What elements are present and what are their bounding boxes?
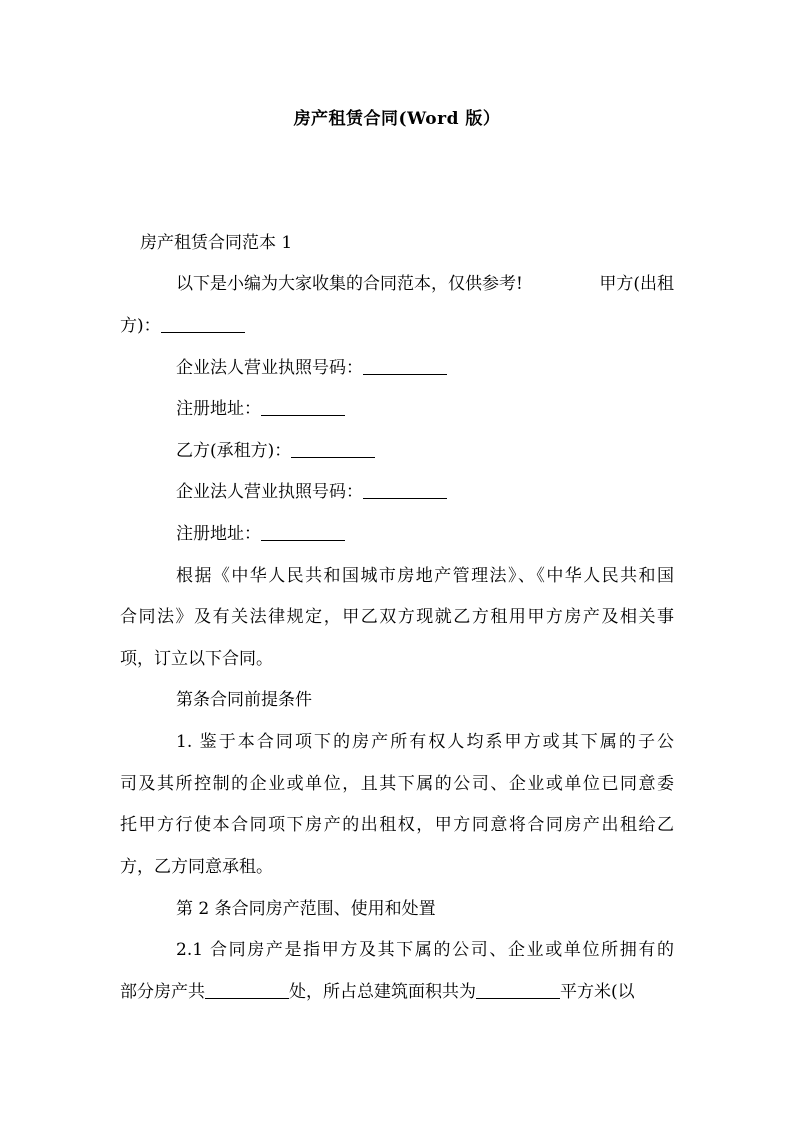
license-a-blank [363, 356, 447, 375]
license-b-label: 企业法人营业执照号码： [176, 482, 363, 502]
text-segment: 平方米(以 [560, 982, 635, 1002]
paragraph-line: 司及其所控制的企业或单位，且其下属的公司、企业或单位已同意委 [120, 774, 674, 794]
license-a-label: 企业法人营业执照号码： [176, 358, 363, 378]
address-a-label: 注册地址： [176, 399, 261, 419]
license-a-line [176, 356, 447, 380]
intro-line [176, 272, 674, 296]
article-heading: 第 2 条合同房产范围、使用和处置 [176, 899, 436, 919]
license-b-blank [363, 480, 447, 499]
document-title: 房产租赁合同(Word 版） [293, 109, 501, 129]
paragraph-line: 托甲方行使本合同项下房产的出租权，甲方同意将合同房产出租给乙 [120, 815, 674, 835]
address-a-line [176, 397, 345, 421]
paragraph-line: 方，乙方同意承租。 [120, 857, 273, 877]
intro-text: 以下是小编为大家收集的合同范本，仅供参考! [176, 274, 523, 294]
license-b-line [176, 480, 447, 504]
paragraph-line: 1. 鉴于本合同项下的房产所有权人均系甲方或其下属的子公 [176, 732, 674, 752]
party-b-line [176, 439, 375, 463]
area-blank [476, 980, 560, 999]
paragraph-line [120, 980, 674, 1004]
paragraph-line: 项，订立以下合同。 [120, 649, 273, 669]
party-b-blank [291, 439, 375, 458]
paragraph-line: 2.1 合同房产是指甲方及其下属的公司、企业或单位所拥有的 [176, 940, 674, 960]
address-b-blank [261, 522, 345, 541]
party-a-line [120, 314, 245, 338]
address-a-blank [261, 397, 345, 416]
paragraph-line: 根据《中华人民共和国城市房地产管理法》、《中华人民共和国 [176, 566, 674, 586]
text-segment: 部分房产共 [120, 982, 205, 1002]
article-heading: 第条合同前提条件 [176, 690, 312, 710]
section-heading: 房产租赁合同范本 1 [140, 233, 293, 253]
address-b-line [176, 522, 345, 546]
text-segment: 处，所占总建筑面积共为 [289, 982, 476, 1002]
party-a-label-cont: 方)： [120, 316, 161, 336]
address-b-label: 注册地址： [176, 524, 261, 544]
party-a-blank [161, 314, 245, 333]
party-a-label: 甲方(出租 [599, 274, 674, 294]
quantity-blank [205, 980, 289, 999]
party-b-label: 乙方(承租方)： [176, 441, 292, 461]
paragraph-line: 合同法》及有关法律规定，甲乙双方现就乙方租用甲方房产及相关事 [120, 607, 674, 627]
